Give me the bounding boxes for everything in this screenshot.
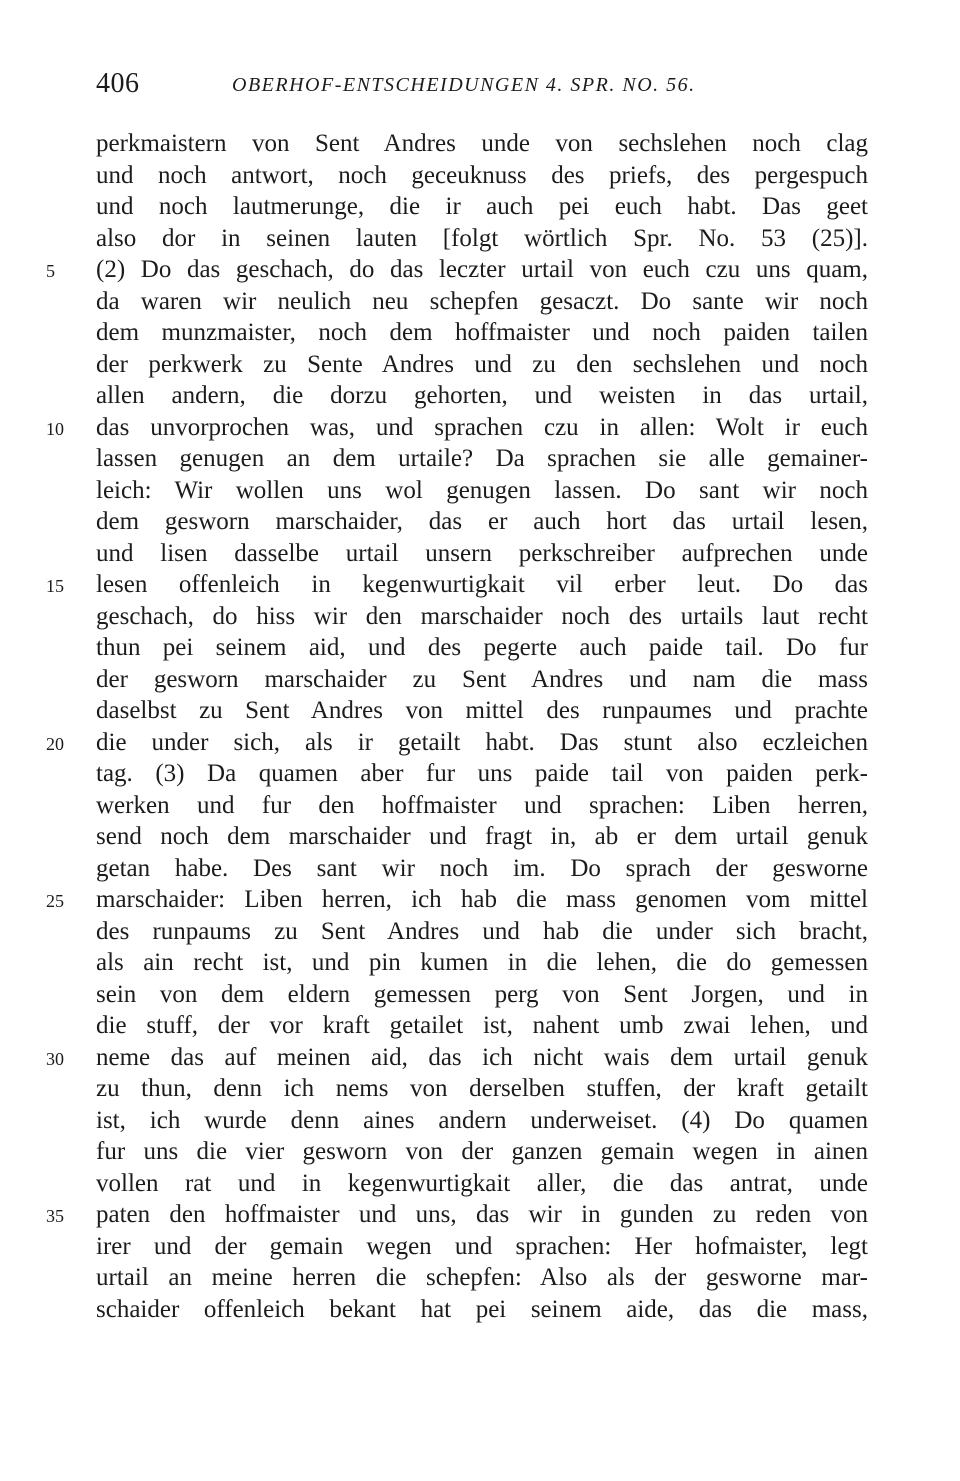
line-text: und lisen dasselbe urtail unsern perkschreiber aufprechen unde <box>96 539 868 567</box>
line-text: sein von dem eldern gemessen perg von Sent Jorgen, und in <box>96 980 868 1008</box>
text-line <box>96 286 868 318</box>
line-number: 25 <box>46 891 64 911</box>
text-line <box>96 380 868 412</box>
line-number: 15 <box>46 576 64 596</box>
text-line <box>96 821 868 853</box>
line-text: lassen genugen an dem urtaile? Da sprachen sie alle gemainer- <box>96 445 868 472</box>
line-text: dem gesworn marschaider, das er auch hort das urtail lesen, <box>96 508 868 535</box>
line-text: dem munzmaister, noch dem hoffmaister und noch paiden tailen <box>96 319 868 346</box>
text-line <box>46 412 868 444</box>
line-text: daselbst zu Sent Andres von mittel des runpaumes und prachte <box>96 697 868 724</box>
text-line <box>96 601 868 633</box>
line-text: neme das auf meinen aid, das ich nicht wais dem urtail genuk <box>96 1043 868 1071</box>
line-text: das unvorprochen was, und sprachen czu in allen: Wolt ir euch <box>96 413 868 441</box>
line-text: lesen offenleich in kegenwurtigkait vil erber leut. Do das <box>96 571 868 598</box>
page-number: 406 <box>96 68 140 99</box>
line-text: schaider offenleich bekant hat pei seinem aide, das die mass, <box>96 1295 868 1323</box>
text-line <box>96 664 868 696</box>
text-line <box>46 884 868 916</box>
text-line <box>46 1042 868 1074</box>
line-text: fur uns die vier gesworn von der ganzen gemain wegen in ainen <box>96 1138 868 1165</box>
line-text: ist, ich wurde denn aines andern underweiset. (4) Do quamen <box>96 1106 868 1134</box>
text-line <box>96 506 868 538</box>
text-line <box>96 538 868 570</box>
text-line <box>96 475 868 507</box>
line-text: send noch dem marschaider und fragt in, ab er dem urtail genuk <box>96 823 868 850</box>
line-text: leich: Wir wollen uns wol genugen lassen. Do sant wir noch <box>96 476 868 504</box>
text-line <box>96 916 868 948</box>
line-text: da waren wir neulich neu schepfen gesaczt. Do sante wir noch <box>96 287 868 315</box>
text-line <box>96 1262 868 1294</box>
line-text: und noch lautmerunge, die ir auch pei euch habt. Das geet <box>96 193 868 220</box>
line-text: getan habe. Des sant wir noch im. Do sprach der gesworne <box>96 854 868 882</box>
line-text: als ain recht ist, und pin kumen in die lehen, die do gemessen <box>96 949 868 976</box>
text-line <box>96 1073 868 1105</box>
line-text: die under sich, als ir getailt habt. Das stunt also eczleichen <box>96 728 868 756</box>
text-line <box>96 853 868 885</box>
line-text: allen andern, die dorzu gehorten, und weisten in das urtail, <box>96 382 868 409</box>
line-text: irer und der gemain wegen und sprachen: Her hofmaister, legt <box>96 1232 868 1260</box>
text-line <box>96 443 868 475</box>
text-line <box>46 1199 868 1231</box>
text-line <box>96 1168 868 1200</box>
text-line <box>96 191 868 223</box>
text-line <box>96 1105 868 1137</box>
text-line <box>96 947 868 979</box>
line-text: des runpaums zu Sent Andres und hab die under sich bracht, <box>96 917 868 945</box>
line-text: also dor in seinen lauten [folgt wörtlich Spr. No. 53 (25)]. <box>96 224 868 252</box>
line-text: der gesworn marschaider zu Sent Andres und nam die mass <box>96 665 868 693</box>
text-line <box>96 632 868 664</box>
line-text: paten den hoffmaister und uns, das wir in gunden zu reden von <box>96 1201 868 1228</box>
line-number: 30 <box>46 1048 64 1069</box>
line-text: die stuff, der vor kraft getailet ist, nahent umb zwai lehen, und <box>96 1012 868 1039</box>
line-text: vollen rat und in kegenwurtigkait aller, die das antrat, unde <box>96 1169 868 1197</box>
text-line <box>96 349 868 381</box>
text-line <box>96 1010 868 1042</box>
line-text: urtail an meine herren die schepfen: Also als der gesworne mar- <box>96 1264 868 1291</box>
text-line <box>96 979 868 1011</box>
line-text: zu thun, denn ich nems von derselben stuffen, der kraft getailt <box>96 1075 868 1102</box>
text-line <box>96 317 868 349</box>
line-text: perkmaistern von Sent Andres unde von sechslehen noch clag <box>96 130 868 157</box>
running-title: OBERHOF-ENTSCHEIDUNGEN 4. SPR. NO. 56. <box>232 74 696 96</box>
text-line <box>46 254 868 286</box>
text-line <box>96 1231 868 1263</box>
text-line <box>96 1136 868 1168</box>
text-line <box>46 727 868 759</box>
text-line <box>96 1294 868 1326</box>
text-line <box>96 790 868 822</box>
line-number: 5 <box>46 261 55 281</box>
running-head <box>96 68 876 108</box>
line-number: 10 <box>46 418 64 439</box>
text-line <box>96 758 868 790</box>
text-line <box>96 160 868 192</box>
line-text: geschach, do hiss wir den marschaider noch des urtails laut recht <box>96 602 868 630</box>
line-text: der perkwerk zu Sente Andres und zu den sechslehen und noch <box>96 350 868 378</box>
line-text: werken und fur den hoffmaister und sprachen: Liben herren, <box>96 791 868 819</box>
line-text: (2) Do das geschach, do das leczter urtail von euch czu uns quam, <box>96 256 868 283</box>
line-text: tag. (3) Da quamen aber fur uns paide tail von paiden perk- <box>96 760 868 787</box>
line-text: marschaider: Liben herren, ich hab die mass genomen vom mittel <box>96 886 868 913</box>
text-line <box>96 128 868 160</box>
line-number: 35 <box>46 1206 64 1226</box>
text-line <box>96 695 868 727</box>
line-number: 20 <box>46 733 64 754</box>
text-line <box>46 569 868 601</box>
body-text <box>46 128 868 1325</box>
line-text: thun pei seinem aid, und des pegerte auch paide tail. Do fur <box>96 634 868 661</box>
line-text: und noch antwort, noch geceuknuss des priefs, des pergespuch <box>96 161 868 189</box>
text-line <box>96 223 868 255</box>
